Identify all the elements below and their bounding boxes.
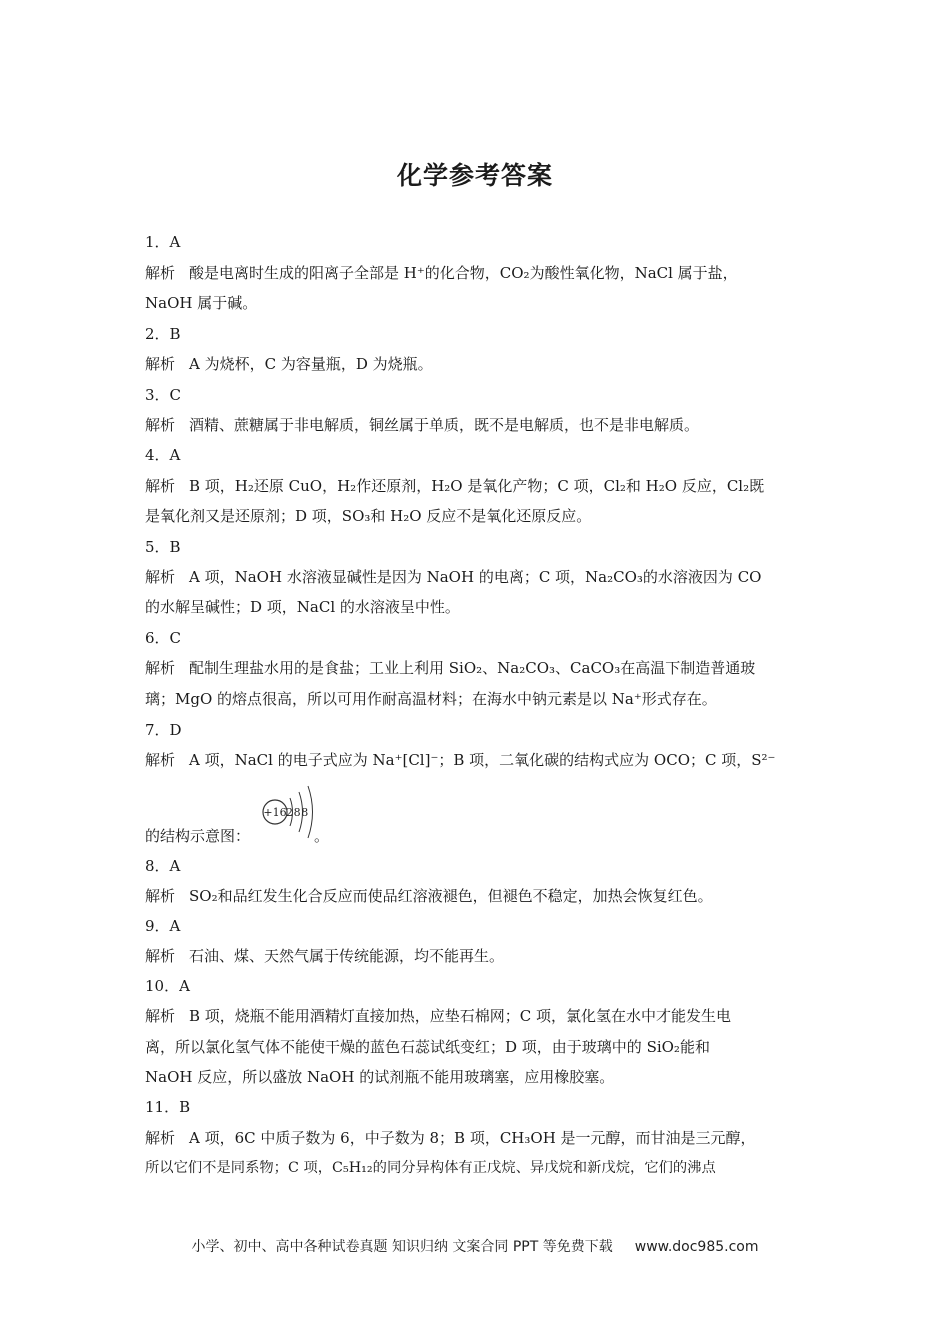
- answer-q1: 1．A: [145, 233, 181, 251]
- explanation-text: 配制生理盐水用的是食盐；工业上利用 SiO₂、Na₂CO₃、CaCO₃在高温下制造普通玻: [189, 659, 756, 677]
- explanation-label: 解析: [145, 416, 176, 434]
- footer-url-link[interactable]: www.doc985.com: [634, 1239, 759, 1255]
- answer-q3: 3．C: [145, 386, 182, 404]
- explanation-label: 解析: [145, 947, 176, 965]
- explanation-label: 解析: [145, 568, 176, 586]
- explanation-text: A 为烧杯，C 为容量瓶，D 为烧瓶。: [189, 355, 433, 373]
- answer-q9: 9．A: [145, 917, 181, 935]
- explanation-label: 解析: [145, 887, 176, 905]
- answer-q10: 10．A: [145, 977, 190, 995]
- explanation-q11-line2: 所以它们不是同系物；C 项，C₅H₁₂的同分异构体有正戊烷、异戊烷和新戊烷，它们的沸点: [145, 1160, 716, 1176]
- explanation-label: 解析: [145, 1129, 176, 1147]
- explanation-label: 解析: [145, 264, 176, 282]
- explanation-q7-line2: 的结构示意图：: [145, 827, 251, 845]
- explanation-text: 石油、煤、天然气属于传统能源，均不能再生。: [189, 947, 505, 965]
- explanation-q8-line1: [145, 886, 810, 906]
- explanation-q1-line2: NaOH 属于碱。: [145, 294, 258, 312]
- explanation-label: 解析: [145, 659, 176, 677]
- explanation-q9-line1: [145, 946, 810, 966]
- explanation-q7-end: 。: [314, 827, 330, 845]
- explanation-text: B 项，H₂还原 CuO，H₂作还原剂，H₂O 是氧化产物；C 项，Cl₂和 H₂O 反应，Cl₂既: [189, 477, 765, 495]
- answer-q7: 7．D: [145, 721, 182, 739]
- explanation-q6-line1: [145, 658, 810, 678]
- explanation-text: 酒精、蔗糖属于非电解质，铜丝属于单质，既不是电解质，也不是非电解质。: [189, 416, 700, 434]
- footer-text: 小学、初中、高中各种试卷真题 知识归纳 文案合同 PPT 等免费下载: [191, 1239, 613, 1255]
- explanation-q10-line3: NaOH 反应，所以盛放 NaOH 的试剂瓶不能用玻璃塞，应用橡胶塞。: [145, 1068, 615, 1086]
- explanation-text: A 项，6C 中质子数为 6，中子数为 8；B 项，CH₃OH 是一元醇，而甘油是三元醇，: [189, 1129, 756, 1147]
- explanation-q6-line2: 璃；MgO 的熔点很高，所以可用作耐高温材料；在海水中钠元素是以 Na⁺形式存在。: [145, 690, 717, 708]
- explanation-text: B 项，烧瓶不能用酒精灯直接加热，应垫石棉网；C 项，氯化氢在水中才能发生电: [189, 1007, 732, 1025]
- explanation-q4-line2: 是氧化剂又是还原剂；D 项，SO₃和 H₂O 反应不是氧化还原反应。: [145, 507, 592, 525]
- explanation-q10-line2: 离，所以氯化氢气体不能使干燥的蓝色石蕊试纸变红；D 项，由于玻璃中的 SiO₂能和: [145, 1038, 710, 1056]
- explanation-q5-line2: 的水解呈碱性；D 项，NaCl 的水溶液呈中性。: [145, 598, 460, 616]
- page-footer: [0, 1236, 950, 1256]
- answer-q2: 2．B: [145, 325, 181, 343]
- explanation-q10-line1: [145, 1006, 810, 1026]
- answer-q8: 8．A: [145, 857, 181, 875]
- explanation-text: SO₂和品红发生化合反应而使品红溶液褪色，但褪色不稳定，加热会恢复红色。: [189, 887, 713, 905]
- explanation-q1-line1: [145, 263, 810, 283]
- explanation-q7-line1: [145, 750, 810, 770]
- answer-q11: 11．B: [145, 1098, 191, 1116]
- sulfide-ion-structure-diagram: [258, 778, 320, 840]
- answer-q6: 6．C: [145, 629, 182, 647]
- explanation-label: 解析: [145, 751, 176, 769]
- explanation-text: A 项，NaOH 水溶液显碱性是因为 NaOH 的电离；C 项，Na₂CO₃的水溶液因为 CO: [189, 568, 762, 586]
- explanation-label: 解析: [145, 1007, 176, 1025]
- explanation-q4-line1: [145, 476, 810, 496]
- explanation-label: 解析: [145, 477, 176, 495]
- page-title: 化学参考答案: [396, 161, 553, 190]
- answer-q4: 4．A: [145, 446, 181, 464]
- explanation-q3-line1: [145, 415, 810, 435]
- explanation-text: 酸是电离时生成的阳离子全部是 H⁺的化合物，CO₂为酸性氧化物，NaCl 属于盐，: [189, 264, 738, 282]
- explanation-q5-line1: [145, 567, 810, 587]
- answer-q5: 5．B: [145, 538, 181, 556]
- diagram-nucleus-label: +16: [263, 806, 287, 819]
- diagram-shell-electrons: 288: [286, 806, 309, 819]
- explanation-q11-line1: [145, 1128, 810, 1148]
- explanation-q2-line1: [145, 354, 810, 374]
- explanation-text: A 项，NaCl 的电子式应为 Na⁺[Cl]⁻；B 项，二氧化碳的结构式应为 OCO；C 项，S²⁻: [189, 751, 776, 769]
- explanation-label: 解析: [145, 355, 176, 373]
